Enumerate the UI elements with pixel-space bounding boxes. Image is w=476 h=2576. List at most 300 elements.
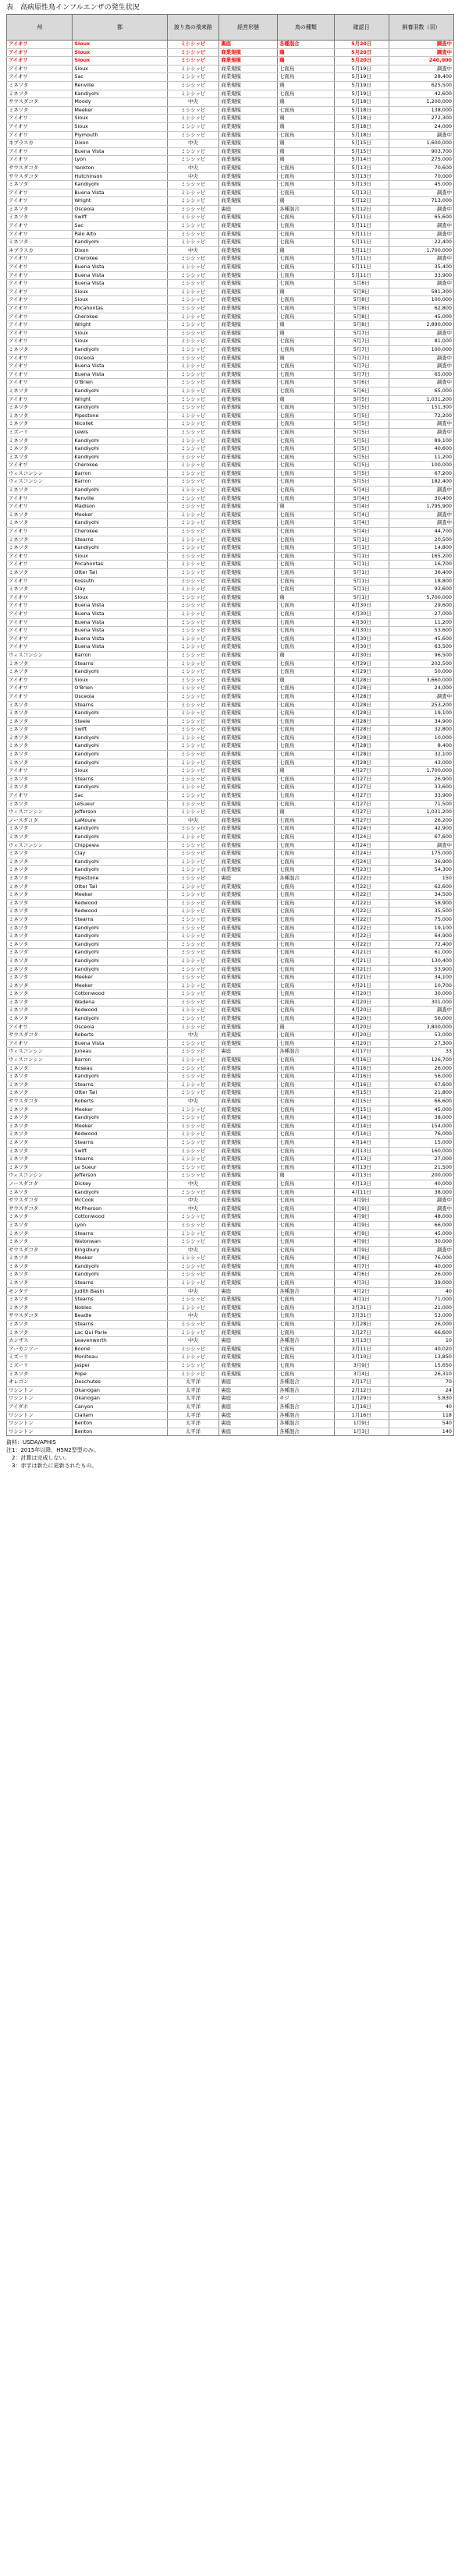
cell-county: Meeker xyxy=(73,1254,167,1263)
table-row xyxy=(7,1428,454,1436)
cell-flock-size: 調査中 xyxy=(389,1205,453,1213)
cell-bird-type: 七面鳥 xyxy=(278,412,335,420)
cell-county: Sioux xyxy=(73,65,167,73)
cell-bird-type: 七面鳥 xyxy=(278,974,335,982)
note-1: 注1：2015年以降、H5N2型型のみ。 xyxy=(6,1447,100,1454)
cell-confirmed-date: 5月20日 xyxy=(334,57,389,65)
cell-flyway: ミシシッピ xyxy=(167,1370,219,1378)
cell-confirmed-date: 4月22日 xyxy=(334,883,389,891)
cell-bird-type: 鶏 xyxy=(278,1023,335,1031)
cell-state: アイオワ xyxy=(7,41,73,49)
cell-confirmed-date: 2月17日 xyxy=(334,1378,389,1387)
cell-county: Clallam xyxy=(73,1411,167,1420)
cell-county: Watonwan xyxy=(73,1238,167,1247)
cell-county: Dixon xyxy=(73,246,167,255)
cell-flyway: 中央 xyxy=(167,1337,219,1346)
cell-flock-size: 581,300 xyxy=(389,288,453,296)
cell-flock-size: 64,900 xyxy=(389,932,453,941)
cell-bird-type: 七面鳥 xyxy=(278,850,335,858)
cell-state: ミネソタ xyxy=(7,387,73,395)
cell-flyway: ミシシッピ xyxy=(167,115,219,123)
table-row xyxy=(7,1064,454,1073)
table-row xyxy=(7,1098,454,1106)
cell-bird-type: 七面鳥 xyxy=(278,552,335,561)
cell-operation-type: 商業規模 xyxy=(219,660,278,668)
cell-state: アイオワ xyxy=(7,363,73,371)
cell-flock-size: 93,600 xyxy=(389,586,453,594)
cell-flock-size: 調査中 xyxy=(389,41,453,49)
cell-operation-type: 商業規模 xyxy=(219,1188,278,1197)
cell-county: Buena Vista xyxy=(73,635,167,643)
cell-bird-type: 七面鳥 xyxy=(278,296,335,305)
cell-flock-size: 240,000 xyxy=(389,57,453,65)
cell-county: Yankton xyxy=(73,164,167,172)
cell-state: カンザス xyxy=(7,1337,73,1346)
cell-operation-type: 商業規模 xyxy=(219,222,278,231)
cell-confirmed-date: 4月22日 xyxy=(334,908,389,916)
cell-operation-type: 商業規模 xyxy=(219,288,278,296)
cell-county: Sioux xyxy=(73,57,167,65)
cell-bird-type: 七面鳥 xyxy=(278,982,335,990)
cell-confirmed-date: 4月9日 xyxy=(334,1246,389,1254)
cell-state: ワシントン xyxy=(7,1395,73,1403)
cell-operation-type: 裏庭 xyxy=(219,874,278,883)
cell-flock-size: 調査中 xyxy=(389,48,453,57)
cell-county: O'Brien xyxy=(73,379,167,387)
cell-bird-type: 七面鳥 xyxy=(278,701,335,709)
cell-flyway: ミシシッピ xyxy=(167,503,219,511)
table-row xyxy=(7,1048,454,1056)
cell-confirmed-date: 4月21日 xyxy=(334,949,389,957)
cell-confirmed-date: 4月6日 xyxy=(334,1271,389,1279)
cell-state: ミネソタ xyxy=(7,825,73,833)
cell-confirmed-date: 4月22日 xyxy=(334,924,389,932)
cell-bird-type: 七面鳥 xyxy=(278,462,335,470)
cell-county: Kandiyohi xyxy=(73,90,167,98)
table-row xyxy=(7,404,454,412)
cell-state: オレゴン xyxy=(7,1378,73,1387)
cell-operation-type: 商業規模 xyxy=(219,800,278,809)
cell-state: ミネソタ xyxy=(7,437,73,445)
cell-operation-type: 商業規模 xyxy=(219,651,278,660)
cell-flyway: ミシシッピ xyxy=(167,627,219,635)
cell-flyway: ミシシッピ xyxy=(167,1147,219,1155)
cell-flock-size: 33 xyxy=(389,1048,453,1056)
cell-bird-type: 七面鳥 xyxy=(278,239,335,247)
cell-county: Sioux xyxy=(73,338,167,346)
cell-operation-type: 商業規模 xyxy=(219,825,278,833)
cell-bird-type: 鶏 xyxy=(278,288,335,296)
cell-flyway: ミシシッピ xyxy=(167,1329,219,1337)
cell-confirmed-date: 5月5日 xyxy=(334,395,389,404)
cell-flock-size: 100,000 xyxy=(389,462,453,470)
cell-bird-type: 鶏 xyxy=(278,98,335,107)
cell-confirmed-date: 5月5日 xyxy=(334,428,389,437)
cell-flyway: ミシシッピ xyxy=(167,593,219,602)
cell-flyway: ミシシッピ xyxy=(167,296,219,305)
cell-flyway: 中央 xyxy=(167,1098,219,1106)
cell-operation-type: 商業規模 xyxy=(219,181,278,189)
cell-county: Palo Alto xyxy=(73,230,167,239)
table-row xyxy=(7,90,454,98)
cell-county: Deschutes xyxy=(73,1378,167,1387)
cell-bird-type: 七面鳥 xyxy=(278,65,335,73)
cell-flyway: ミシシッピ xyxy=(167,1163,219,1172)
cell-operation-type: 商業規模 xyxy=(219,717,278,726)
cell-flock-size: 32,100 xyxy=(389,751,453,759)
table-row xyxy=(7,536,454,544)
cell-operation-type: 商業規模 xyxy=(219,1262,278,1271)
table-row xyxy=(7,437,454,445)
cell-operation-type: 商業規模 xyxy=(219,1296,278,1304)
cell-operation-type: 商業規模 xyxy=(219,1279,278,1288)
table-row xyxy=(7,1073,454,1081)
cell-confirmed-date: 4月30日 xyxy=(334,635,389,643)
cell-confirmed-date: 5月6日 xyxy=(334,387,389,395)
cell-bird-type: 七面鳥 xyxy=(278,858,335,866)
cell-flyway: ミシシッピ xyxy=(167,354,219,363)
cell-state: ミネソタ xyxy=(7,940,73,949)
cell-bird-type: 七面鳥 xyxy=(278,345,335,354)
cell-state: アイオワ xyxy=(7,395,73,404)
cell-flyway: ミシシッピ xyxy=(167,1023,219,1031)
cell-flock-size: 21,500 xyxy=(389,1163,453,1172)
cell-confirmed-date: 5月15日 xyxy=(334,140,389,148)
cell-state: アイオワ xyxy=(7,197,73,206)
cell-flock-size: 45,000 xyxy=(389,313,453,321)
cell-state: ミネソタ xyxy=(7,759,73,767)
cell-bird-type: 七面鳥 xyxy=(278,214,335,222)
cell-operation-type: 商業規模 xyxy=(219,593,278,602)
cell-flyway: ミシシッピ xyxy=(167,255,219,264)
cell-bird-type: 七面鳥 xyxy=(278,363,335,371)
cell-confirmed-date: 4月22日 xyxy=(334,915,389,924)
cell-bird-type: 鶏 xyxy=(278,246,335,255)
cell-flyway: ミシシッピ xyxy=(167,321,219,330)
cell-confirmed-date: 5月4日 xyxy=(334,494,389,503)
table-row xyxy=(7,965,454,974)
cell-bird-type: 七面鳥 xyxy=(278,627,335,635)
cell-county: Lyon xyxy=(73,1221,167,1230)
cell-state: アイオワ xyxy=(7,280,73,288)
cell-bird-type: 七面鳥 xyxy=(278,1362,335,1371)
cell-county: Swift xyxy=(73,214,167,222)
cell-bird-type: 七面鳥 xyxy=(278,775,335,784)
table-row xyxy=(7,1031,454,1040)
cell-confirmed-date: 4月9日 xyxy=(334,1213,389,1222)
table-row xyxy=(7,255,454,264)
cell-flyway: ミシシッピ xyxy=(167,858,219,866)
cell-confirmed-date: 4月21日 xyxy=(334,957,389,965)
cell-flock-size: 15,650 xyxy=(389,1362,453,1371)
table-row xyxy=(7,1015,454,1024)
cell-flyway: ミシシッピ xyxy=(167,643,219,652)
cell-state: アイオワ xyxy=(7,593,73,602)
cell-bird-type: キジ xyxy=(278,1395,335,1403)
cell-confirmed-date: 4月30日 xyxy=(334,610,389,618)
cell-flyway: ミシシッピ xyxy=(167,651,219,660)
cell-flyway: ミシシッピ xyxy=(167,1114,219,1123)
cell-state: アイオワ xyxy=(7,561,73,569)
cell-county: Sioux xyxy=(73,593,167,602)
table-row xyxy=(7,1155,454,1164)
cell-operation-type: 商業規模 xyxy=(219,932,278,941)
table-row xyxy=(7,115,454,123)
table-row xyxy=(7,759,454,767)
cell-flock-size: 1,600,000 xyxy=(389,140,453,148)
cell-flyway: ミシシッピ xyxy=(167,1254,219,1263)
cell-bird-type: 鶏 xyxy=(278,767,335,776)
cell-confirmed-date: 5月12日 xyxy=(334,197,389,206)
cell-flyway: ミシシッピ xyxy=(167,1188,219,1197)
cell-flock-size: 151,300 xyxy=(389,404,453,412)
cell-bird-type: 七面鳥 xyxy=(278,487,335,495)
cell-operation-type: 商業規模 xyxy=(219,775,278,784)
cell-flyway: ミシシッピ xyxy=(167,428,219,437)
cell-state: ミネソタ xyxy=(7,1081,73,1089)
table-row xyxy=(7,924,454,932)
cell-flyway: 中央 xyxy=(167,1197,219,1205)
cell-operation-type: 商業規模 xyxy=(219,494,278,503)
cell-flyway: ミシシッピ xyxy=(167,1221,219,1230)
cell-flock-size: 22,400 xyxy=(389,239,453,247)
cell-bird-type: 七面鳥 xyxy=(278,1131,335,1139)
cell-flyway: ミシシッピ xyxy=(167,197,219,206)
cell-flyway: ミシシッピ xyxy=(167,726,219,734)
cell-county: Kandiyohi xyxy=(73,1271,167,1279)
cell-state: ミネソタ xyxy=(7,891,73,900)
cell-operation-type: 商業規模 xyxy=(219,1023,278,1031)
cell-operation-type: 商業規模 xyxy=(219,1031,278,1040)
cell-flock-size: 50,000 xyxy=(389,668,453,677)
cell-confirmed-date: 5月19日 xyxy=(334,90,389,98)
table-row xyxy=(7,1378,454,1387)
cell-flock-size: 27,000 xyxy=(389,1155,453,1164)
cell-flock-size: 調査中 xyxy=(389,487,453,495)
cell-confirmed-date: 5月5日 xyxy=(334,412,389,420)
cell-confirmed-date: 4月14日 xyxy=(334,1138,389,1147)
cell-county: Buena Vista xyxy=(73,627,167,635)
cell-flyway: ミシシッピ xyxy=(167,825,219,833)
cell-confirmed-date: 5月12日 xyxy=(334,205,389,214)
cell-state: ミネソタ xyxy=(7,775,73,784)
cell-bird-type: 七面鳥 xyxy=(278,305,335,313)
cell-state: ミネソタ xyxy=(7,1262,73,1271)
table-row xyxy=(7,1370,454,1378)
cell-bird-type: 各種混合 xyxy=(278,874,335,883)
table-row xyxy=(7,544,454,553)
cell-flock-size: 27,000 xyxy=(389,610,453,618)
cell-county: Moody xyxy=(73,98,167,107)
cell-bird-type: 鶏 xyxy=(278,676,335,685)
cell-operation-type: 商業規模 xyxy=(219,313,278,321)
cell-operation-type: 商業規模 xyxy=(219,338,278,346)
cell-state: アイオワ xyxy=(7,48,73,57)
cell-confirmed-date: 5月15日 xyxy=(334,147,389,156)
cell-confirmed-date: 4月20日 xyxy=(334,990,389,999)
table-row xyxy=(7,1238,454,1247)
cell-state: ミネソタ xyxy=(7,1064,73,1073)
cell-operation-type: 商業規模 xyxy=(219,1353,278,1362)
cell-flyway: ミシシッピ xyxy=(167,1073,219,1081)
cell-county: Kandiyohi xyxy=(73,487,167,495)
header-flock-size: 飼養羽数（羽） xyxy=(389,15,453,41)
cell-county: Redwood xyxy=(73,1007,167,1015)
cell-flyway: ミシシッピ xyxy=(167,833,219,842)
table-row xyxy=(7,1007,454,1015)
table-row xyxy=(7,833,454,842)
cell-operation-type: 商業規模 xyxy=(219,1345,278,1353)
cell-flyway: 中央 xyxy=(167,816,219,825)
cell-flock-size: 66,000 xyxy=(389,1221,453,1230)
cell-flock-size: 66,600 xyxy=(389,1329,453,1337)
cell-county: Kandiyohi xyxy=(73,734,167,742)
cell-flyway: ミシシッピ xyxy=(167,982,219,990)
table-row xyxy=(7,915,454,924)
table-row xyxy=(7,246,454,255)
cell-flyway: ミシシッピ xyxy=(167,1304,219,1312)
table-body xyxy=(7,41,454,1436)
cell-bird-type: 七面鳥 xyxy=(278,1246,335,1254)
table-row xyxy=(7,1197,454,1205)
cell-flyway: ミシシッピ xyxy=(167,1155,219,1164)
cell-operation-type: 商業規模 xyxy=(219,345,278,354)
cell-flyway: ミシシッピ xyxy=(167,899,219,908)
cell-flock-size: 301,000 xyxy=(389,998,453,1007)
cell-flock-size: 100,000 xyxy=(389,296,453,305)
cell-county: Kandiyohi xyxy=(73,181,167,189)
table-row xyxy=(7,1056,454,1065)
cell-flock-size: 30,000 xyxy=(389,990,453,999)
cell-confirmed-date: 1月3日 xyxy=(334,1428,389,1436)
cell-confirmed-date: 3月4日 xyxy=(334,1370,389,1378)
cell-operation-type: 商業規模 xyxy=(219,1271,278,1279)
cell-confirmed-date: 5月18日 xyxy=(334,98,389,107)
cell-confirmed-date: 4月7日 xyxy=(334,1262,389,1271)
cell-flock-size: 67,600 xyxy=(389,1081,453,1089)
cell-confirmed-date: 4月16日 xyxy=(334,1081,389,1089)
table-row xyxy=(7,1304,454,1312)
table-row xyxy=(7,305,454,313)
cell-operation-type: 商業規模 xyxy=(219,90,278,98)
cell-bird-type: 七面鳥 xyxy=(278,1271,335,1279)
cell-county: Okanogan xyxy=(73,1386,167,1395)
cell-flyway: ミシシッピ xyxy=(167,445,219,454)
cell-flock-size: 5,700,000 xyxy=(389,593,453,602)
cell-confirmed-date: 5月8日 xyxy=(334,305,389,313)
cell-state: アイオワ xyxy=(7,627,73,635)
table-row xyxy=(7,651,454,660)
cell-operation-type: 商業規模 xyxy=(219,57,278,65)
cell-county: Dickey xyxy=(73,1180,167,1188)
cell-confirmed-date: 4月28日 xyxy=(334,685,389,693)
cell-bird-type: 七面鳥 xyxy=(278,1163,335,1172)
cell-county: Plymouth xyxy=(73,131,167,140)
cell-operation-type: 裏庭 xyxy=(219,205,278,214)
cell-confirmed-date: 5月7日 xyxy=(334,329,389,338)
table-row xyxy=(7,519,454,528)
cell-state: ミネソタ xyxy=(7,569,73,578)
cell-state: ウィスコンシン xyxy=(7,841,73,850)
cell-operation-type: 裏庭 xyxy=(219,1378,278,1387)
cell-county: Meeker xyxy=(73,891,167,900)
cell-operation-type: 商業規模 xyxy=(219,122,278,131)
cell-flyway: 中央 xyxy=(167,172,219,181)
cell-bird-type: 七面鳥 xyxy=(278,1370,335,1378)
table-row xyxy=(7,420,454,429)
table-row xyxy=(7,1386,454,1395)
table-row xyxy=(7,412,454,420)
cell-confirmed-date: 5月7日 xyxy=(334,363,389,371)
cell-county: Otter Tail xyxy=(73,1089,167,1098)
cell-county: Redwood xyxy=(73,899,167,908)
cell-operation-type: 商業規模 xyxy=(219,1205,278,1213)
cell-confirmed-date: 4月27日 xyxy=(334,767,389,776)
cell-bird-type: 七面鳥 xyxy=(278,569,335,578)
cell-operation-type: 裏庭 xyxy=(219,1428,278,1436)
cell-county: Stearns xyxy=(73,1155,167,1164)
cell-bird-type: 七面鳥 xyxy=(278,660,335,668)
cell-confirmed-date: 4月2日 xyxy=(334,1287,389,1296)
cell-flock-size: 24,000 xyxy=(389,122,453,131)
cell-operation-type: 商業規模 xyxy=(219,164,278,172)
cell-operation-type: 商業規模 xyxy=(219,1197,278,1205)
cell-county: Renville xyxy=(73,494,167,503)
table-row xyxy=(7,627,454,635)
cell-bird-type: 鶏 xyxy=(278,81,335,90)
cell-county: Stearns xyxy=(73,775,167,784)
cell-flock-size: 58,900 xyxy=(389,899,453,908)
cell-bird-type: 鶏 xyxy=(278,651,335,660)
cell-state: ミネソタ xyxy=(7,1304,73,1312)
cell-county: Madison xyxy=(73,503,167,511)
cell-bird-type: 各種混合 xyxy=(278,205,335,214)
cell-county: Leavenworth xyxy=(73,1337,167,1346)
outbreak-table xyxy=(6,14,454,1436)
cell-state: ワシントン xyxy=(7,1411,73,1420)
cell-state: アイオワ xyxy=(7,338,73,346)
cell-operation-type: 商業規模 xyxy=(219,908,278,916)
cell-flock-size: 14,800 xyxy=(389,544,453,553)
cell-operation-type: 裏庭 xyxy=(219,1048,278,1056)
cell-operation-type: 商業規模 xyxy=(219,751,278,759)
cell-flock-size: 165,200 xyxy=(389,552,453,561)
cell-operation-type: 商業規模 xyxy=(219,685,278,693)
cell-confirmed-date: 4月24日 xyxy=(334,833,389,842)
header-state: 州 xyxy=(7,15,73,41)
cell-confirmed-date: 4月20日 xyxy=(334,1023,389,1031)
cell-county: Nicollet xyxy=(73,420,167,429)
cell-flyway: ミシシッピ xyxy=(167,685,219,693)
cell-operation-type: 商業規模 xyxy=(219,214,278,222)
cell-flyway: 中央 xyxy=(167,1287,219,1296)
cell-state: ミネソタ xyxy=(7,1106,73,1114)
cell-operation-type: 商業規模 xyxy=(219,115,278,123)
cell-flyway: ミシシッピ xyxy=(167,48,219,57)
cell-operation-type: 商業規模 xyxy=(219,602,278,610)
cell-county: Sioux xyxy=(73,676,167,685)
cell-operation-type: 商業規模 xyxy=(219,767,278,776)
notes xyxy=(6,1438,474,1470)
cell-flock-size: 200,000 xyxy=(389,1172,453,1180)
cell-county: Buena Vista xyxy=(73,264,167,272)
cell-state: ミネソタ xyxy=(7,345,73,354)
cell-confirmed-date: 5月1日 xyxy=(334,593,389,602)
table-row xyxy=(7,338,454,346)
cell-confirmed-date: 4月13日 xyxy=(334,1172,389,1180)
cell-confirmed-date: 5月7日 xyxy=(334,345,389,354)
cell-bird-type: 七面鳥 xyxy=(278,685,335,693)
